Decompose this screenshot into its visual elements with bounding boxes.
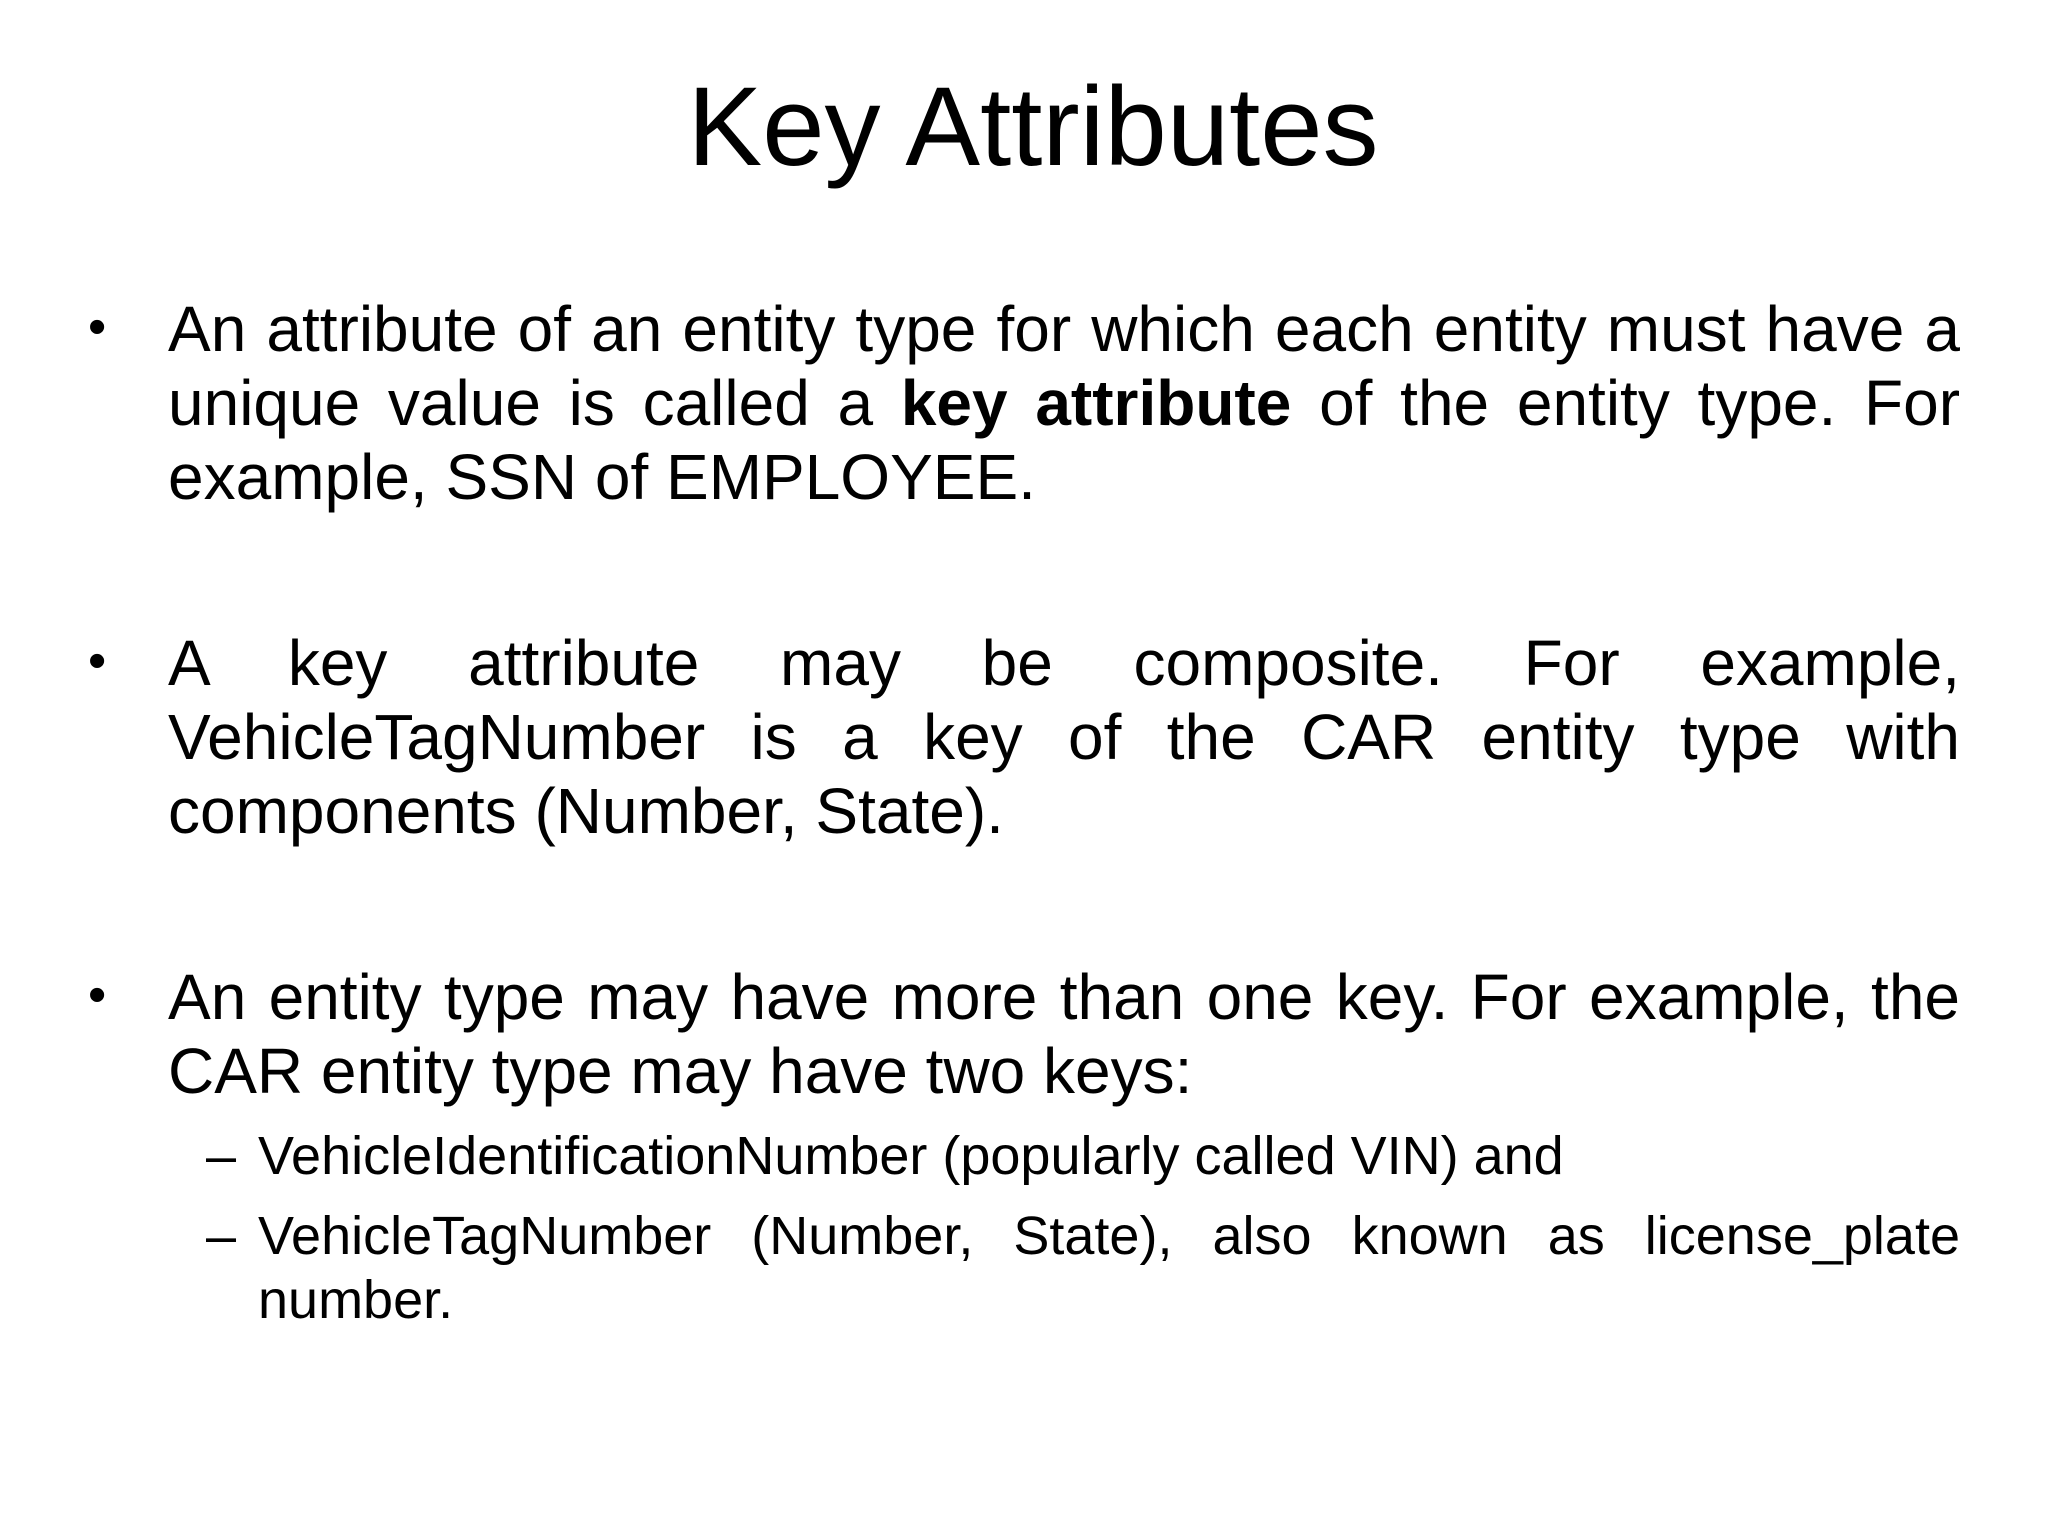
bullet-marker: • [88,632,107,690]
sub-item-vin [206,1124,1960,1188]
bullet-text-before: An attribute of an entity type for which each entity must have a unique value is called a [168,293,1960,439]
bold-term-key-attribute: key attribute [900,367,1292,439]
bullet-item-multiple-keys [88,960,1960,1108]
sub-bullet-marker: – [206,1126,237,1186]
sub-bullet-marker: – [206,1206,237,1266]
sub-item-text: VehicleTagNumber (Number, State), also known as license_plate number. [258,1206,1960,1330]
bullet-marker: • [88,298,107,356]
bullet-text: An entity type may have more than one key. For example, the CAR entity type may have two keys: [168,961,1960,1107]
bullet-marker: • [88,966,107,1024]
bullet-text: A key attribute may be composite. For example, VehicleTagNumber is a key of the CAR entity type with components (Number, State). [168,627,1960,847]
sub-item-vehicle-tag-number [206,1204,1960,1332]
sub-item-text: VehicleIdentificationNumber (popularly called VIN) and [258,1126,1564,1186]
slide-title: Key Attributes [687,64,1379,189]
bullet-item-key-attribute-definition [88,292,1961,514]
bullet-text-after: of the entity type. For example, SSN of EMPLOYEE. [168,367,1961,513]
bullet-item-composite-key [88,626,1960,848]
bullet-text [168,292,1960,514]
